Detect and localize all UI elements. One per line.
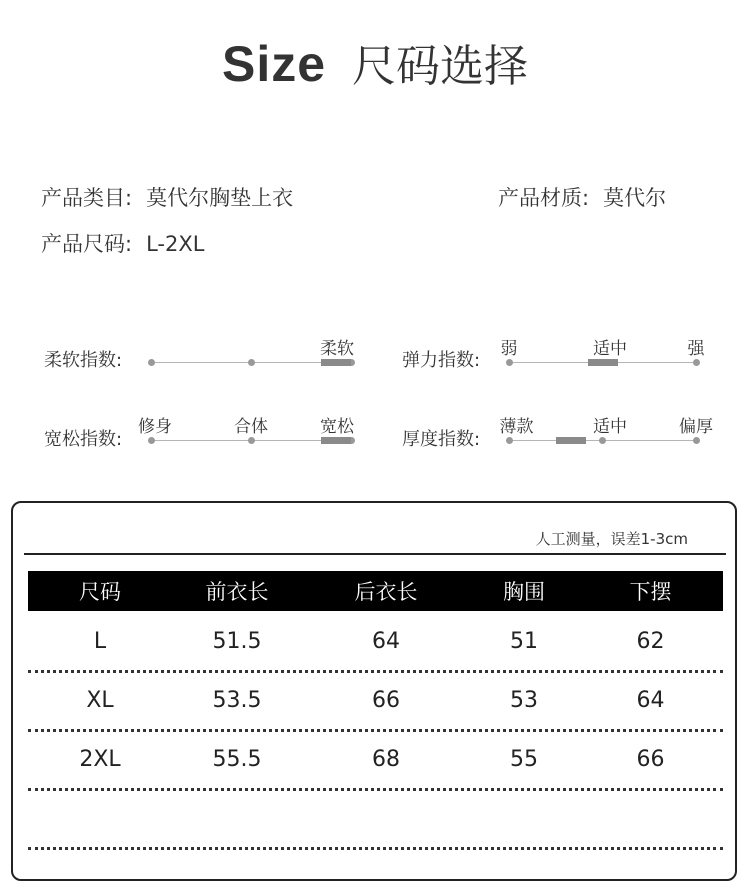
note-divider <box>24 553 726 555</box>
info-category-label: 产品类目: <box>41 186 133 210</box>
scale-dot <box>148 359 155 366</box>
scale-dot <box>148 437 155 444</box>
header-chest: 胸围 <box>503 580 545 604</box>
scale-dot <box>693 359 700 366</box>
table-cell: XL <box>86 687 114 713</box>
info-material-label: 产品材质: <box>498 186 590 210</box>
scale-dot <box>506 359 513 366</box>
fit-label: 宽松指数: <box>44 429 123 450</box>
title-cn: 尺码选择 <box>352 41 529 92</box>
info-material <box>498 182 666 212</box>
table-cell: 64 <box>372 628 400 654</box>
scale-dot <box>248 359 255 366</box>
info-material-value: 莫代尔 <box>603 186 667 210</box>
scale-tick-mid: 合体 <box>234 417 268 437</box>
table-row <box>28 671 723 732</box>
title-en: Size <box>221 36 327 92</box>
table-cell: 66 <box>636 746 665 772</box>
table-header <box>28 571 723 611</box>
table-cell: 55 <box>510 746 538 772</box>
softness-scale <box>151 330 354 370</box>
fit-scale <box>138 408 354 448</box>
info-category <box>41 182 293 212</box>
elasticity-label: 弹力指数: <box>402 350 481 371</box>
table-cell: 64 <box>636 687 665 713</box>
measurement-note: 人工测量，误差1-3cm <box>535 530 688 548</box>
scale-tick-low: 修身 <box>138 417 172 437</box>
header-hem: 下摆 <box>629 580 672 604</box>
table-row-empty <box>28 789 723 850</box>
table-cell: 66 <box>372 687 400 713</box>
table-row <box>28 730 723 791</box>
scale-tick-mid: 适中 <box>592 339 627 359</box>
header-size: 尺码 <box>79 580 121 604</box>
info-size <box>41 228 204 258</box>
scale-tick-high: 柔软 <box>320 339 354 359</box>
scale-tick-high: 宽松 <box>320 417 354 437</box>
scale-dot <box>693 437 700 444</box>
table-row <box>28 612 723 673</box>
table-cell: 53 <box>510 687 538 713</box>
table-cell: 68 <box>372 746 400 772</box>
table-cell: 51.5 <box>212 628 262 654</box>
scale-tick-high: 强 <box>687 339 705 359</box>
table-cell: 51 <box>510 628 538 654</box>
scale-tick-low: 薄款 <box>499 417 534 437</box>
info-size-label: 产品尺码: <box>41 232 133 256</box>
scale-tick-low: 弱 <box>500 339 518 359</box>
scale-marker <box>588 359 618 366</box>
table-cell: 53.5 <box>212 687 262 713</box>
header-front-length: 前衣长 <box>205 580 269 604</box>
thickness-scale <box>499 408 713 448</box>
scale-dot <box>599 437 606 444</box>
info-size-value: L-2XL <box>146 232 205 256</box>
table-cell: 2XL <box>79 746 121 772</box>
table-cell: 55.5 <box>212 746 262 772</box>
table-cell: L <box>93 628 107 654</box>
scale-tick-mid: 适中 <box>592 417 627 437</box>
softness-label: 柔软指数: <box>44 350 123 371</box>
page-title <box>0 30 750 94</box>
elasticity-scale <box>500 330 705 370</box>
header-back-length: 后衣长 <box>354 580 418 604</box>
scale-dot <box>506 437 513 444</box>
thickness-label: 厚度指数: <box>402 429 481 450</box>
scale-marker <box>321 437 351 444</box>
info-category-value: 莫代尔胸垫上衣 <box>146 186 294 210</box>
table-cell: 62 <box>636 628 665 654</box>
scale-marker <box>321 359 351 366</box>
scale-marker <box>556 437 586 444</box>
scale-tick-high: 偏厚 <box>679 417 713 437</box>
scale-dot <box>248 437 255 444</box>
